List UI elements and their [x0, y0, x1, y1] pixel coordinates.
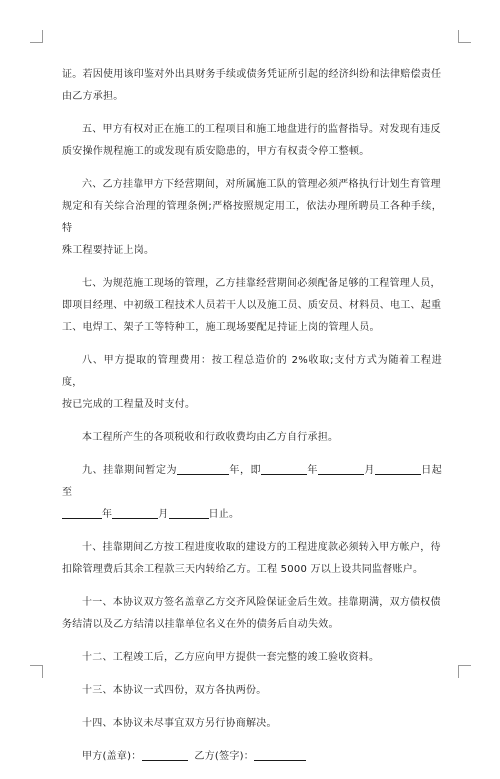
text-fragment: 月 [364, 465, 375, 476]
text-line: 由乙方承担。 [62, 91, 124, 102]
text-line: 十一、本协议双方签名盖章乙方交齐风险保证金后生效。挂靠期满，双方债权债 [82, 597, 441, 608]
text-line: 六、乙方挂靠甲方下经营期间，对所属施工队的管理必须严格执行计划生育管理 [82, 179, 441, 190]
party-a-signature-field [142, 748, 188, 761]
text-line: 证。若因使用该印鉴对外出具财务手续或债务凭证所引起的经济纠纷和法律赔偿责任 [62, 69, 442, 80]
clause-8 [62, 350, 442, 416]
text-fragment: 日起至 [62, 465, 443, 498]
text-line: 工、电焊工、架子工等特种工，施工现场要配足持证上岗的管理人员。 [62, 322, 380, 333]
text-fragment: 月 [158, 509, 169, 520]
text-line [62, 504, 442, 526]
text-line: 即项目经理、中初级工程技术人员若干人以及施工员、质安员、材料员、电工、起重 [62, 300, 442, 311]
text-line: 七、为规范施工现场的管理，乙方挂靠经营期间必须配备足够的工程管理人员， [82, 278, 441, 289]
text-fragment: 年 [102, 509, 113, 520]
clause-14 [62, 713, 442, 735]
text-line [62, 746, 442, 768]
text-line: 十四、本协议未尽事宜双方另行协商解决。 [82, 718, 277, 729]
text-fragment: 日止。 [208, 509, 240, 520]
text-line: 质安操作规程施工的或发现有质安隐患的，甲方有权责令停工整顿。 [62, 146, 370, 157]
crop-mark-top-left [30, 30, 43, 43]
text-line: 殊工程要持证上岗。 [62, 245, 155, 256]
crop-mark-top-right [458, 30, 471, 43]
text-line: 务结清以及乙方结清以挂靠单位名义在外的债务后自动失效。 [62, 619, 339, 630]
text-line: 十、挂靠期间乙方按工程进度收取的建设方的工程进度款必须转入甲方帐户，待 [82, 542, 441, 553]
clause-5 [62, 119, 442, 163]
text-line: 十三、本协议一式四份，双方各执两份。 [82, 685, 267, 696]
party-b-label: 乙方(签字)： [194, 751, 254, 762]
blank-field [261, 462, 307, 475]
text-fragment: 年 [307, 465, 318, 476]
clause-11 [62, 592, 442, 636]
text-line [62, 460, 442, 504]
clause-9 [62, 460, 442, 526]
text-fragment: 年，即 [229, 465, 262, 476]
blank-field [112, 506, 158, 519]
signature-line [62, 746, 442, 768]
party-a-label: 甲方(盖章)： [82, 751, 142, 762]
crop-mark-bottom-left [30, 665, 43, 678]
text-fragment: 九、挂靠期间暂定为 [82, 465, 178, 476]
clause-13 [62, 680, 442, 702]
text-line: 十二、工程竣工后，乙方应向甲方提供一套完整的竣工验收资料。 [82, 652, 380, 663]
text-line: 规定和有关综合治理的管理条例;严格按照规定用工，依法办理所聘员工各种手续，特 [62, 201, 442, 234]
text-line: 按已完成的工程量及时支付。 [62, 399, 196, 410]
blank-field [177, 462, 229, 475]
text-line: 本工程所产生的各项税收和行政收费均由乙方自行承担。 [82, 432, 339, 443]
clause-7 [62, 273, 442, 339]
crop-mark-bottom-right [458, 665, 471, 678]
blank-field [318, 462, 364, 475]
blank-field [62, 506, 102, 519]
clause-12 [62, 647, 442, 669]
clause-10 [62, 537, 442, 581]
document-body [62, 64, 442, 779]
clause-6 [62, 174, 442, 262]
blank-field [375, 462, 421, 475]
blank-field [169, 506, 209, 519]
text-line: 扣除管理费后其余工程款三天内转给乙方。工程 5000 万以上设共同监督账户。 [62, 564, 424, 575]
text-line: 八、甲方提取的管理费用：按工程总造价的 2%收取;支付方式为随着工程进度， [62, 355, 442, 388]
party-b-signature-field [254, 748, 306, 761]
tax-note [62, 427, 442, 449]
text-line: 五、甲方有权对正在施工的工程项目和施工地盘进行的监督指导。对发现有违反 [82, 124, 441, 135]
paragraph-continuation [62, 64, 442, 108]
